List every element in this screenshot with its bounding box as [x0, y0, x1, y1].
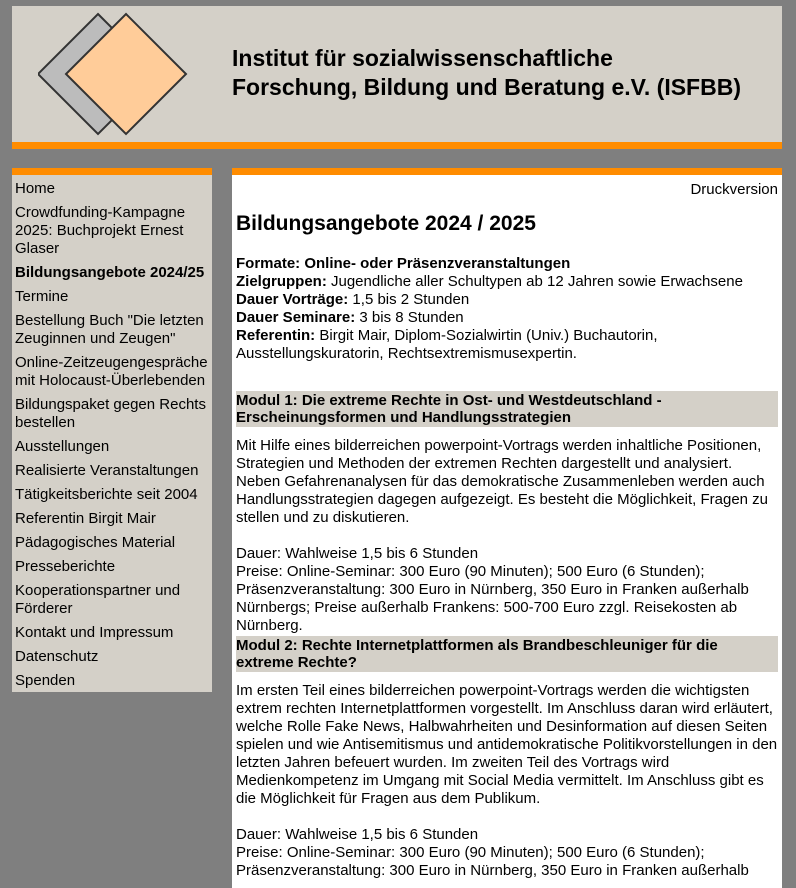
site-title-line-2: Forschung, Bildung und Beratung e.V. (ISFBB) — [232, 74, 741, 100]
nav-item-referentin[interactable]: Referentin Birgit Mair — [15, 510, 156, 527]
sidebar-nav — [12, 168, 212, 692]
nav-item-material[interactable]: Pädagogisches Material — [15, 534, 176, 551]
seminars-label: Dauer Seminare: — [236, 309, 356, 326]
module-1-body: Mit Hilfe eines bilderreichen powerpoint-Vortrags werden inhaltliche Positionen, Strategien und Methoden der extremen Rechten dargestellt und analysiert. Neben Gefahrenanalysen für das demokratische Zusammenleben werden auch Handlungsstrategien dagegen aufgezeigt. Es besteht die Möglichkeit, Fragen zu stellen und zu diskutieren. — [236, 437, 769, 526]
nav-item-bildungsangebote[interactable]: Bildungsangebote 2024/25 — [15, 264, 205, 281]
module-1-prices: Preise: Online-Seminar: 300 Euro (90 Minuten); 500 Euro (6 Stunden); Präsenzveranstaltung: 300 Euro in Nürnberg, 350 Euro in Franken außerhalb Nürnbergs; Preise außerhalb Frankens: 500-700 Euro zzgl. Reisekosten ab Nürnberg. — [236, 563, 749, 634]
logo-diamonds-icon[interactable] — [38, 12, 204, 136]
nav-item-presse[interactable]: Presseberichte — [15, 558, 116, 575]
nav-item-spenden[interactable]: Spenden — [15, 672, 76, 689]
nav-item-veranstaltungen[interactable]: Realisierte Veranstaltungen — [15, 462, 199, 479]
speaker-label: Referentin: — [236, 327, 316, 344]
print-version-link[interactable]: Druckversion — [690, 181, 778, 198]
nav-item-termine[interactable]: Termine — [15, 288, 69, 305]
module-1-heading: Modul 1: Die extreme Rechte in Ost- und Westdeutschland - Erscheinungsformen und Handlungsstrategien — [236, 391, 778, 427]
formats-line: Formate: Online- oder Präsenzveranstaltungen — [236, 255, 571, 272]
nav-item-datenschutz[interactable]: Datenschutz — [15, 648, 99, 665]
site-header — [12, 6, 782, 149]
info-block — [236, 255, 778, 363]
nav-item-taetigkeitsberichte[interactable]: Tätigkeitsberichte seit 2004 — [15, 486, 198, 503]
nav-item-kooperation[interactable]: Kooperationspartner und Förderer — [15, 582, 181, 617]
module-2-prices: Preise: Online-Seminar: 300 Euro (90 Minuten); 500 Euro (6 Stunden); Präsenzveranstaltung: 300 Euro in Nürnberg, 350 Euro in Franken außerhalb — [236, 844, 749, 879]
site-title — [232, 44, 741, 102]
nav-item-home[interactable]: Home — [15, 180, 56, 197]
seminars-value: 3 bis 8 Stunden — [355, 309, 464, 326]
nav-item-kontakt[interactable]: Kontakt und Impressum — [15, 624, 174, 641]
target-label: Zielgruppen: — [236, 273, 327, 290]
talks-value: 1,5 bis 2 Stunden — [348, 291, 470, 308]
module-2 — [236, 636, 778, 880]
module-2-body: Im ersten Teil eines bilderreichen powerpoint-Vortrags werden die wichtigsten extrem rechten Internetplattformen vorgestellt. Im Anschluss daran wird erläutert, welche Rolle Fake News, Halbwahrheiten und Desinformation auf diesen Seiten spielen und wie Antisemitismus und antidemokratische Politikvorstellungen in den letzten Jahren befeuert wurden. Im zweiten Teil des Vortrags wird Medienkompetenz im Umgang mit Social Media vermittelt. Im Anschluss gibt es die Möglichkeit für Fragen aus dem Publikum. — [236, 682, 778, 807]
module-2-heading: Modul 2: Rechte Internetplattformen als Brandbeschleuniger für die extreme Rechte? — [236, 636, 778, 672]
page-title: Bildungsangebote 2024 / 2025 — [236, 212, 536, 235]
target-value: Jugendliche aller Schultypen ab 12 Jahren sowie Erwachsene — [326, 273, 743, 290]
nav-item-bestellung-buch[interactable]: Bestellung Buch "Die letzten Zeuginnen und Zeugen" — [15, 312, 204, 347]
site-title-line-1: Institut für sozialwissenschaftliche — [232, 45, 613, 71]
talks-label: Dauer Vorträge: — [236, 291, 349, 308]
module-1-duration: Dauer: Wahlweise 1,5 bis 6 Stunden — [236, 545, 479, 562]
nav-item-ausstellungen[interactable]: Ausstellungen — [15, 438, 110, 455]
module-1 — [236, 391, 778, 635]
main-content — [232, 168, 782, 888]
nav-item-crowdfunding[interactable]: Crowdfunding-Kampagne 2025: Buchprojekt Ernest Glaser — [15, 204, 186, 257]
module-2-duration: Dauer: Wahlweise 1,5 bis 6 Stunden — [236, 826, 479, 843]
nav-item-bildungspaket[interactable]: Bildungspaket gegen Rechts bestellen — [15, 396, 206, 431]
nav-item-online-zeitzeugen[interactable]: Online-Zeitzeugengespräche mit Holocaust-Überlebenden — [15, 354, 208, 389]
speaker-value: Birgit Mair, Diplom-Sozialwirtin (Univ.) Buchautorin, Ausstellungskuratorin, Rechtsextremismusexpertin. — [236, 327, 658, 362]
